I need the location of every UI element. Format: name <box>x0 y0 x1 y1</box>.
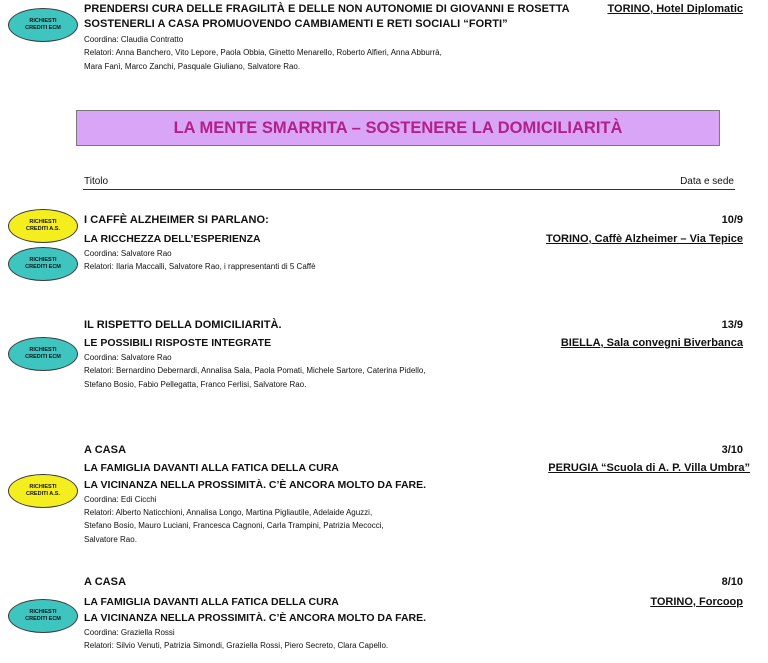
event-coordinator: Coordina: Salvatore Rao <box>84 353 172 362</box>
event-speakers: Mara Fanì, Marco Zanchi, Pasquale Giuliano, Salvatore Rao. <box>84 62 301 71</box>
event-title: PRENDERSI CURA DELLE FRAGILITÀ E DELLE NON AUTONOMIE DI GIOVANNI E ROSETTA <box>84 3 570 15</box>
badge-line: RICHIESTI <box>29 484 57 490</box>
column-header-date-place: Data e sede <box>680 176 734 187</box>
event-venue: BIELLA, Sala convegni Biverbanca <box>560 337 743 349</box>
event-subtitle: SOSTENERLI A CASA PROMUOVENDO CAMBIAMENTI E RETI SOCIALI “FORTI” <box>84 18 508 30</box>
badge-line: RICHIESTI <box>29 347 57 353</box>
event-subtitle: LA RICCHEZZA DELL’ESPERIENZA <box>84 233 261 245</box>
event-title: A CASA <box>84 576 127 588</box>
section-title: LA MENTE SMARRITA – SOSTENERE LA DOMICILIARITÀ <box>173 118 623 137</box>
event-speakers: Stefano Bosio, Mauro Luciani, Francesca Cagnoni, Carla Trampini, Patrizia Mecocci, <box>84 521 384 530</box>
header-divider <box>83 189 735 190</box>
event-speakers: Relatori: Ilaria Maccalli, Salvatore Rao, i rappresentanti di 5 Caffè <box>84 262 316 271</box>
event-coordinator: Coordina: Claudia Contratto <box>84 35 184 44</box>
ecm-credits-badge <box>8 8 78 42</box>
event-date: 3/10 <box>721 444 743 456</box>
column-header-title: Titolo <box>84 176 109 187</box>
event-title: A CASA <box>84 444 127 456</box>
event-venue: PERUGIA “Scuola di A. P. Villa Umbra” <box>548 462 750 474</box>
event-coordinator: Coordina: Edi Cicchi <box>84 495 157 504</box>
badge-line: CREDITI ECM <box>25 264 61 270</box>
section-banner <box>76 110 720 146</box>
event-subtitle: LA FAMIGLIA DAVANTI ALLA FATICA DELLA CURA <box>84 596 339 608</box>
event-date: 13/9 <box>721 319 743 331</box>
ecm-credits-badge <box>8 337 78 371</box>
event-title: I CAFFÈ ALZHEIMER SI PARLANO: <box>84 214 269 226</box>
event-speakers: Relatori: Alberto Naticchioni, Annalisa Longo, Martina Pigliautile, Adelaide Aguzzi, <box>84 508 373 517</box>
event-speakers: Relatori: Silvio Venuti, Patrizia Simondi, Graziella Rossi, Piero Secreto, Clara Capello. <box>84 641 389 650</box>
event-coordinator: Coordina: Graziella Rossi <box>84 628 175 637</box>
event-subtitle: LA VICINANZA NELLA PROSSIMITÀ. C’È ANCORA MOLTO DA FARE. <box>84 479 427 491</box>
badge-line: CREDITI ECM <box>25 25 61 31</box>
as-credits-badge <box>8 209 78 243</box>
badge-line: RICHIESTI <box>29 609 57 615</box>
event-subtitle: LE POSSIBILI RISPOSTE INTEGRATE <box>84 337 272 349</box>
event-speakers: Stefano Bosio, Fabio Pellegatta, Franco Ferlisi, Salvatore Rao. <box>84 380 307 389</box>
ecm-credits-badge <box>8 599 78 633</box>
event-speakers: Salvatore Rao. <box>84 535 137 544</box>
badge-line: RICHIESTI <box>29 18 57 24</box>
badge-line: RICHIESTI <box>29 257 57 263</box>
event-subtitle: LA VICINANZA NELLA PROSSIMITÀ. C’È ANCORA MOLTO DA FARE. <box>84 612 427 624</box>
badge-line: CREDITI A.S. <box>25 491 61 497</box>
event-date: 10/9 <box>721 214 743 226</box>
event-venue: TORINO, Forcoop <box>650 596 743 608</box>
badge-line: CREDITI A.S. <box>25 226 61 232</box>
event-venue: TORINO, Hotel Diplomatic <box>607 3 743 15</box>
event-venue: TORINO, Caffè Alzheimer – Via Tepice <box>545 233 743 245</box>
event-date: 8/10 <box>721 576 743 588</box>
badge-line: RICHIESTI <box>29 219 57 225</box>
event-coordinator: Coordina: Salvatore Rao <box>84 249 172 258</box>
event-subtitle: LA FAMIGLIA DAVANTI ALLA FATICA DELLA CURA <box>84 462 339 474</box>
event-speakers: Relatori: Bernardino Debernardi, Annalisa Sala, Paola Pomati, Michele Sartore, Caterina Pidello, <box>84 366 426 375</box>
ecm-credits-badge <box>8 247 78 281</box>
event-speakers: Relatori: Anna Banchero, Vito Lepore, Paola Obbia, Ginetto Menarello, Roberto Alfieri, Anna Abburrà, <box>84 48 442 57</box>
as-credits-badge <box>8 474 78 508</box>
badge-line: CREDITI ECM <box>25 354 61 360</box>
badge-line: CREDITI ECM <box>25 616 61 622</box>
event-title: IL RISPETTO DELLA DOMICILIARITÀ. <box>84 319 282 331</box>
